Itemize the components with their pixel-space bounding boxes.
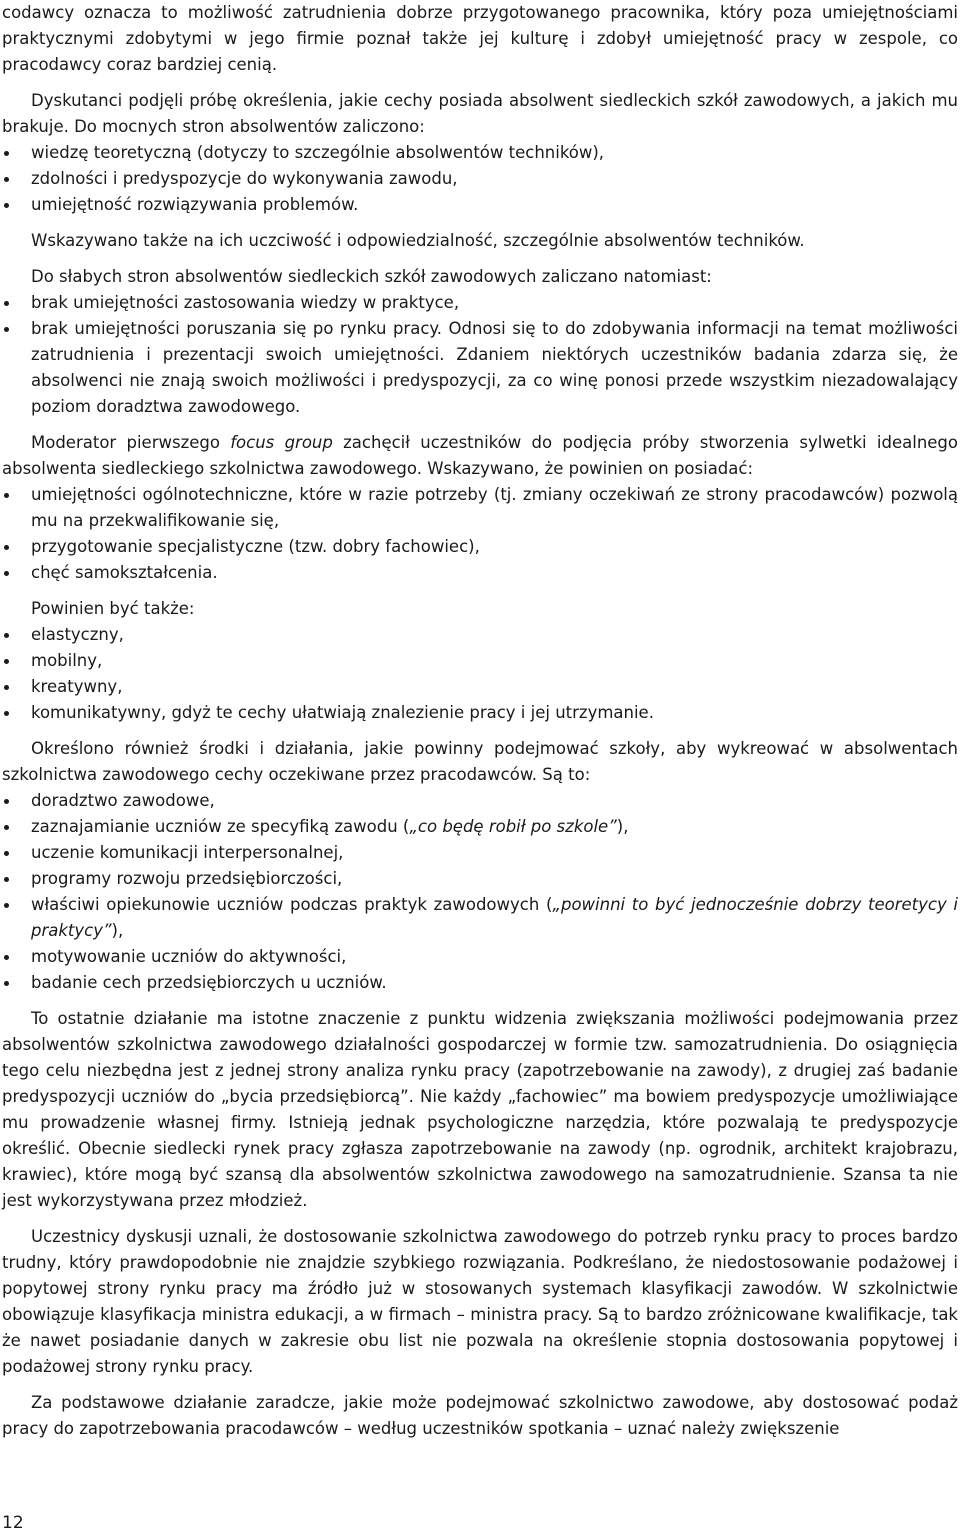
- list-item: badanie cech przedsiębiorczych u uczniów.: [2, 970, 958, 996]
- page-number: 12: [2, 1513, 24, 1533]
- list-item: brak umiejętności zastosowania wiedzy w praktyce,: [2, 290, 958, 316]
- list-item: wiedzę teoretyczną (dotyczy to szczególnie absolwentów techników),: [2, 140, 958, 166]
- paragraph-intro: codawcy oznacza to możliwość zatrudnienia dobrze przygotowanego pracownika, który poza umiejętnościami praktycznymi zdobytymi w jego firmie poznał także jej kulturę i zdobył umiejętność pracy w zespole, co pracodawcy coraz bardziej cenią.: [2, 3, 958, 74]
- paragraph-measures-intro: Określono również środki i działania, jakie powinny podejmować szkoły, aby wykreować w absolwentach szkolnictwa zawodowego cechy oczekiwane przez pracodawców. Są to:: [2, 739, 958, 784]
- list-item: [2, 892, 958, 944]
- weaknesses-list: [2, 290, 958, 420]
- emphasis-focus-group: focus group: [230, 433, 333, 452]
- text-span: zaznajamianie uczniów ze specyfiką zawodu (: [31, 817, 410, 836]
- list-item: programy rozwoju przedsiębiorczości,: [2, 866, 958, 892]
- list-item: uczenie komunikacji interpersonalnej,: [2, 840, 958, 866]
- list-item: kreatywny,: [2, 674, 958, 700]
- list-item: zdolności i predyspozycje do wykonywania zawodu,: [2, 166, 958, 192]
- paragraph-moderator: [2, 430, 958, 482]
- list-item: chęć samokształcenia.: [2, 560, 958, 586]
- ideal-graduate-list: [2, 482, 958, 586]
- emphasis-quote: „co będę robił po szkole”: [409, 817, 617, 836]
- paragraph-weaknesses-intro: Do słabych stron absolwentów siedleckich szkół zawodowych zaliczano natomiast:: [31, 267, 712, 286]
- paragraph-should-be: Powinien być także:: [31, 599, 195, 618]
- list-item: przygotowanie specjalistyczne (tzw. dobry fachowiec),: [2, 534, 958, 560]
- emphasis-quote: „powinni to być jednocześnie dobrzy teoretycy i praktycy”: [31, 895, 959, 940]
- text-span: zachęcił uczestników do podjęcia próby stworzenia sylwetki idealnego absolwenta siedleckiego szkolnictwa zawodowego. Wskazywano, że powinien on posiadać:: [2, 433, 959, 478]
- paragraph-honesty: Wskazywano także na ich uczciwość i odpowiedzialność, szczególnie absolwentów techników.: [31, 231, 805, 250]
- strengths-list: [2, 140, 958, 218]
- list-item: doradztwo zawodowe,: [2, 788, 958, 814]
- list-item: umiejętności ogólnotechniczne, które w razie potrzeby (tj. zmiany oczekiwań ze strony pracodawców) pozwolą mu na przekwalifikowanie się,: [2, 482, 958, 534]
- list-item: umiejętność rozwiązywania problemów.: [2, 192, 958, 218]
- list-item: komunikatywny, gdyż te cechy ułatwiają znalezienie pracy i jej utrzymanie.: [2, 700, 958, 726]
- text-span: właściwi opiekunowie uczniów podczas praktyk zawodowych (: [31, 895, 553, 914]
- paragraph-remedy: Za podstawowe działanie zaradcze, jakie może podejmować szkolnictwo zawodowe, aby dostosować podaż pracy do zapotrzebowania pracodawców – według uczestników spotkania – uznać należy zwiększenie: [2, 1393, 958, 1438]
- list-item: brak umiejętności poruszania się po rynku pracy. Odnosi się to do zdobywania informacji na temat możliwości zatrudnienia i prezentacji swoich umiejętności. Zdaniem niektórych uczestników badania zdarza się, że absolwenci nie znają swoich możliwości i predyspozycji, za co winę ponosi przede wszystkim niezadowalający poziom doradztwa zawodowego.: [2, 316, 958, 420]
- list-item: motywowanie uczniów do aktywności,: [2, 944, 958, 970]
- measures-list: [2, 788, 958, 996]
- text-span: Moderator pierwszego: [31, 433, 231, 452]
- paragraph-discussion: Uczestnicy dyskusji uznali, że dostosowanie szkolnictwa zawodowego do potrzeb rynku pracy to proces bardzo trudny, który prawdopodobnie nie znajdzie szybkiego rozwiązania. Podkreślano, że niedostosowanie podażowej i popytowej strony rynku pracy ma źródło już w stosowanych systemach klasyfikacji zawodów. W szkolnictwie obowiązuje klasyfikacja ministra edukacji, a w firmach – ministra pracy. Są to bardzo zróżnicowane kwalifikacje, tak że nawet posiadanie danych w zakresie obu list nie pozwala na określenie stopnia dostosowania popytowej i podażowej strony rynku pracy.: [2, 1227, 958, 1376]
- text-span: ),: [616, 817, 629, 836]
- list-item: [2, 814, 958, 840]
- paragraph-self-employment: To ostatnie działanie ma istotne znaczenie z punktu widzenia zwiększania możliwości podejmowania przez absolwentów szkolnictwa zawodowego działalności gospodarczej w formie tzw. samozatrudnienia. Do osiągnięcia tego celu niezbędna jest z jednej strony analiza rynku pracy (zapotrzebowanie na zawody), z drugiej zaś badanie predyspozycji uczniów do „bycia przedsiębiorcą”. Nie każdy „fachowiec” ma bowiem predyspozycje umożliwiające mu prowadzenie własnej firmy. Istnieją jednak psychologiczne narzędzia, które pozwalają te predyspozycje określić. Obecnie siedlecki rynek pracy zgłasza zapotrzebowanie na zawody (np. ogrodnik, architekt krajobrazu, krawiec), które mogą być szansą dla absolwentów szkolnictwa zawodowego na samozatrudnienie. Szansa ta nie jest wykorzystywana przez młodzież.: [2, 1009, 958, 1210]
- list-item: mobilny,: [2, 648, 958, 674]
- text-span: ),: [111, 921, 124, 940]
- paragraph-strengths-intro: Dyskutanci podjęli próbę określenia, jakie cechy posiada absolwent siedleckich szkół zawodowych, a jakich mu brakuje. Do mocnych stron absolwentów zaliczono:: [2, 91, 958, 136]
- list-item: elastyczny,: [2, 622, 958, 648]
- traits-list: [2, 622, 958, 726]
